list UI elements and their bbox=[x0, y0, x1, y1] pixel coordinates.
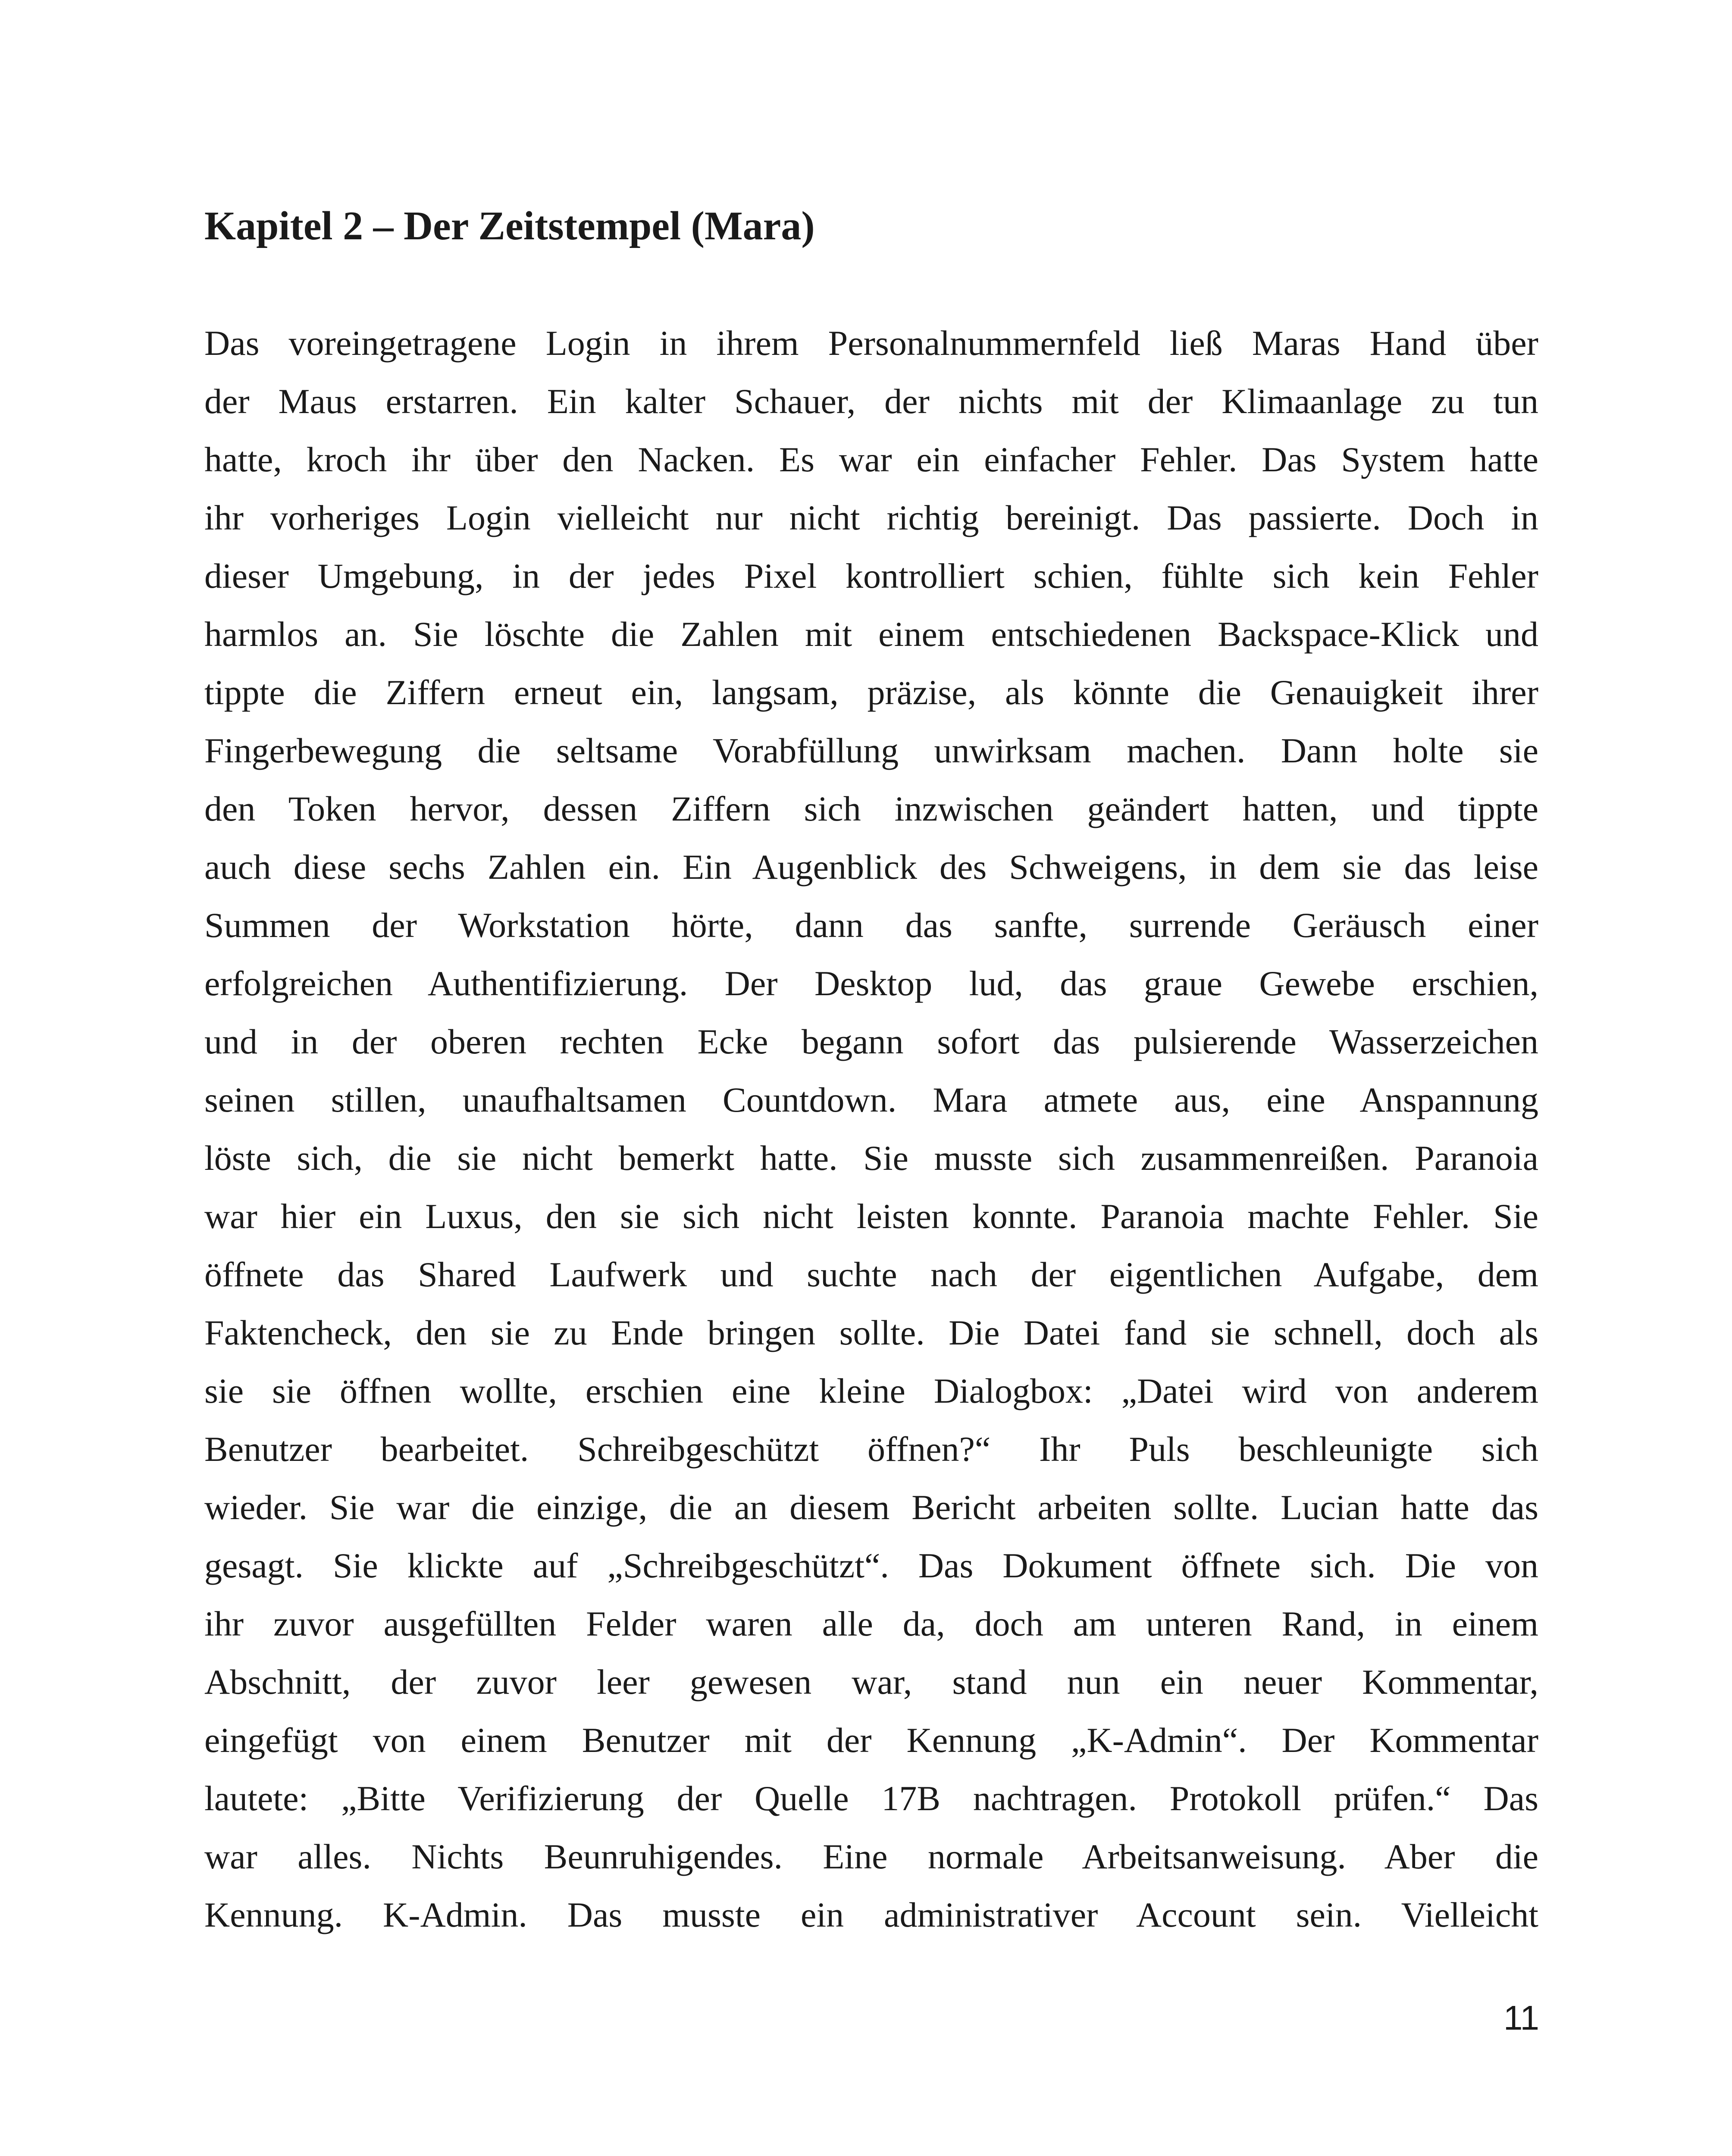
text-line: hatte, kroch ihr über den Nacken. Es war ein einfacher Fehler. Das System hatte bbox=[204, 440, 1538, 479]
text-line: Faktencheck, den sie zu Ende bringen sollte. Die Datei fand sie schnell, doch als bbox=[204, 1313, 1538, 1352]
text-line: der Maus erstarren. Ein kalter Schauer, der nichts mit der Klimaanlage zu tun bbox=[204, 382, 1538, 421]
body-paragraph bbox=[204, 314, 1538, 1944]
text-line: Fingerbewegung die seltsame Vorabfüllung unwirksam machen. Dann holte sie bbox=[204, 731, 1538, 770]
text-line: gesagt. Sie klickte auf „Schreibgeschützt“. Das Dokument öffnete sich. Die von bbox=[204, 1546, 1538, 1585]
text-line: Kennung. K-Admin. Das musste ein administrativer Account sein. Vielleicht bbox=[204, 1895, 1538, 1934]
page-number: 11 bbox=[1503, 1999, 1539, 2037]
text-line: Benutzer bearbeitet. Schreibgeschützt öffnen?“ Ihr Puls beschleunigte sich bbox=[204, 1429, 1538, 1469]
text-line: und in der oberen rechten Ecke begann sofort das pulsierende Wasserzeichen bbox=[204, 1022, 1538, 1061]
text-line: ihr vorheriges Login vielleicht nur nicht richtig bereinigt. Das passierte. Doch in bbox=[204, 498, 1538, 537]
text-line: seinen stillen, unaufhaltsamen Countdown. Mara atmete aus, eine Anspannung bbox=[204, 1080, 1538, 1119]
text-line: lautete: „Bitte Verifizierung der Quelle 17B nachtragen. Protokoll prüfen.“ Das bbox=[204, 1779, 1538, 1818]
text-line: löste sich, die sie nicht bemerkt hatte. Sie musste sich zusammenreißen. Paranoia bbox=[204, 1138, 1538, 1178]
text-line: war alles. Nichts Beunruhigendes. Eine normale Arbeitsanweisung. Aber die bbox=[204, 1837, 1538, 1876]
text-line: tippte die Ziffern erneut ein, langsam, präzise, als könnte die Genauigkeit ihrer bbox=[204, 673, 1538, 712]
text-line: auch diese sechs Zahlen ein. Ein Augenblick des Schweigens, in dem sie das leise bbox=[204, 847, 1538, 887]
text-line: Das voreingetragene Login in ihrem Personalnummernfeld ließ Maras Hand über bbox=[204, 323, 1538, 363]
text-line: erfolgreichen Authentifizierung. Der Desktop lud, das graue Gewebe erschien, bbox=[204, 964, 1538, 1003]
text-line: dieser Umgebung, in der jedes Pixel kontrolliert schien, fühlte sich kein Fehler bbox=[204, 556, 1538, 595]
text-line: den Token hervor, dessen Ziffern sich inzwischen geändert hatten, und tippte bbox=[204, 789, 1538, 828]
text-line: harmlos an. Sie löschte die Zahlen mit einem entschiedenen Backspace-Klick und bbox=[204, 614, 1538, 654]
text-line: war hier ein Luxus, den sie sich nicht leisten konnte. Paranoia machte Fehler. Sie bbox=[204, 1197, 1538, 1236]
text-line: Abschnitt, der zuvor leer gewesen war, stand nun ein neuer Kommentar, bbox=[204, 1662, 1538, 1702]
text-line: ihr zuvor ausgefüllten Felder waren alle da, doch am unteren Rand, in einem bbox=[204, 1604, 1538, 1643]
text-line: Summen der Workstation hörte, dann das sanfte, surrende Geräusch einer bbox=[204, 906, 1538, 945]
chapter-title: Kapitel 2 – Der Zeitstempel (Mara) bbox=[204, 204, 815, 248]
text-line: sie sie öffnen wollte, erschien eine kleine Dialogbox: „Datei wird von anderem bbox=[204, 1371, 1538, 1410]
text-line: öffnete das Shared Laufwerk und suchte nach der eigentlichen Aufgabe, dem bbox=[204, 1255, 1538, 1294]
text-line: wieder. Sie war die einzige, die an diesem Bericht arbeiten sollte. Lucian hatte das bbox=[204, 1488, 1538, 1527]
text-line: eingefügt von einem Benutzer mit der Kennung „K-Admin“. Der Kommentar bbox=[204, 1720, 1538, 1760]
